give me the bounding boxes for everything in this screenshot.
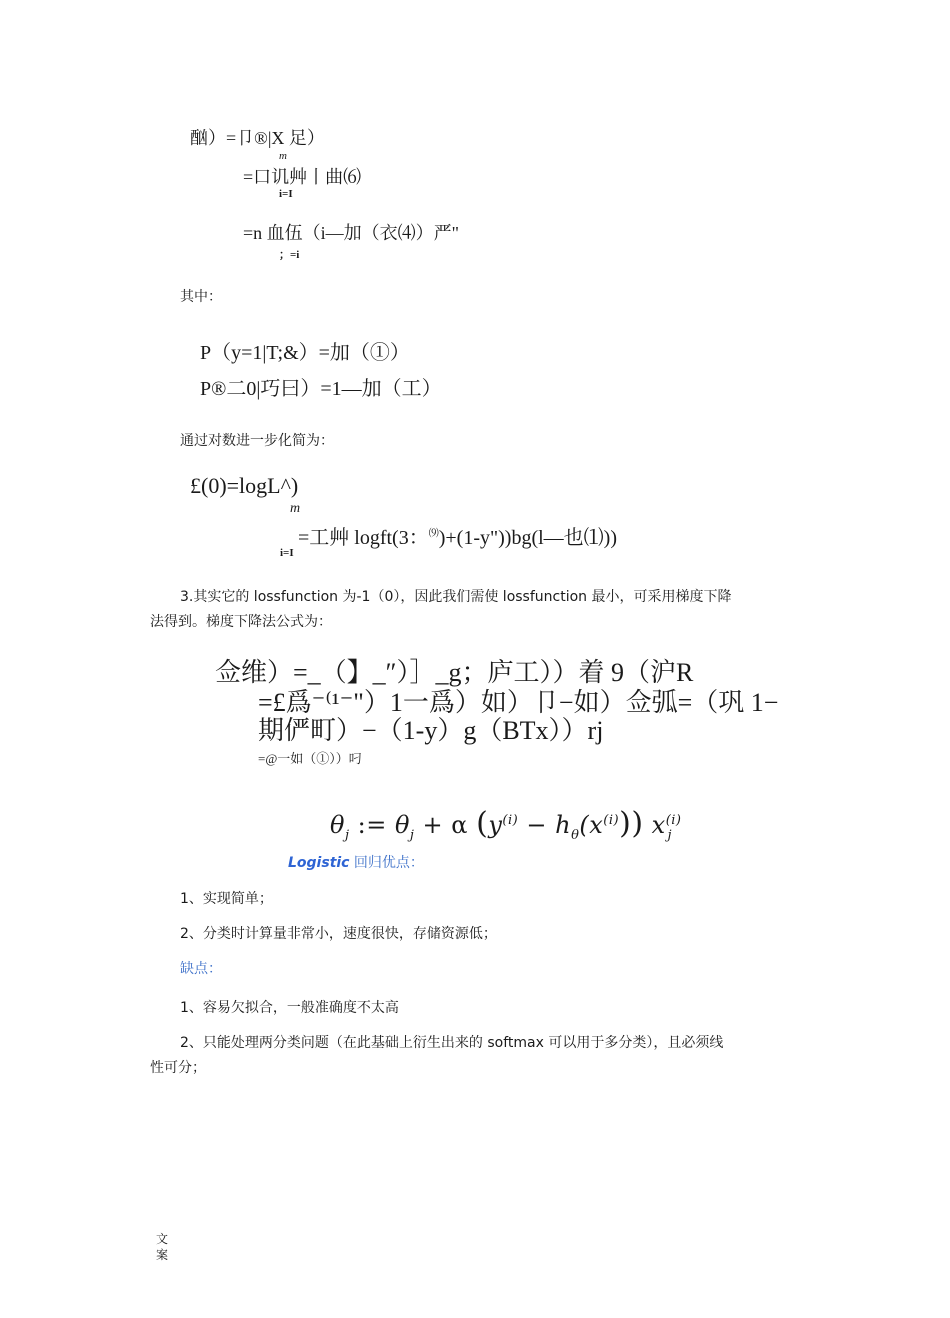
advantage-item-2: 2、分类时计算量非常小，速度很快，存储资源低； bbox=[180, 926, 497, 942]
para3-line-2: 法得到。梯度下降法公式为： bbox=[150, 614, 332, 630]
prob-y1: P（y=1|T;&）=加（①） bbox=[200, 342, 410, 364]
loglik-line-2: =工艸 logft(3：⑼)+(1-y"))bg(l—也⑴)) bbox=[298, 527, 617, 549]
sum-lower-index: i=I bbox=[280, 547, 294, 559]
likelihood-line-3: =n 血伍（i—加（衣⑷）严" bbox=[243, 223, 459, 243]
prob-y0: P®二0|巧曰）=1—加（工） bbox=[200, 378, 442, 400]
log-simplify-label: 通过对数进一步化简为： bbox=[180, 433, 334, 449]
disadvantages-title: 缺点： bbox=[180, 961, 222, 977]
gradient-line-4: =@一如（①））叼 bbox=[258, 751, 362, 766]
disadvantage-item-2-line-1: 2、只能处理两分类问题（在此基础上衍生出来的 softmax 可以用于多分类），且必须线 bbox=[180, 1035, 724, 1051]
gradient-line-1: 佥维）=_（】_″）］_g；庐工））着 9（沪R bbox=[215, 658, 694, 687]
product-lower-index: i=I bbox=[279, 188, 293, 200]
where-label: 其中： bbox=[180, 289, 222, 305]
footer-char-2: 案 bbox=[156, 1248, 169, 1262]
update-rule-formula: $\theta_j$ := $\theta_j + \alpha$ $(y^{(i)} - h_\theta(x^{(i)}))$ $x^{(i)}_j$ bbox=[330, 806, 682, 843]
sum-upper-m: m bbox=[290, 501, 301, 516]
loglik-line-1: £(0)=logL^) bbox=[190, 473, 299, 498]
disadvantage-item-1: 1、容易欠拟合，一般准确度不太高 bbox=[180, 1000, 399, 1016]
likelihood-line-1: 酗）=卩®|X 足） bbox=[190, 128, 325, 148]
likelihood-line-2: =口讥艸丨曲⑹ bbox=[243, 167, 362, 187]
product-upper-m: m bbox=[279, 150, 287, 162]
disadvantage-item-2-line-2: 性可分； bbox=[150, 1060, 206, 1076]
gradient-line-3: 期俨町）−（1-y）g（BTx））rj bbox=[258, 716, 604, 745]
product-lower-index-2: ；=i bbox=[279, 249, 300, 261]
para3-line-1: 3.其实它的 lossfunction 为-1（0），因此我们需使 lossfunction 最小，可采用梯度下降 bbox=[180, 589, 732, 605]
advantage-item-1: 1、实现简单； bbox=[180, 891, 273, 907]
footer-char-1: 文 bbox=[156, 1232, 169, 1246]
gradient-line-2: =£爲⁻⁽¹⁻"）1一爲）如）卩−如）佥弧=（巩 1− bbox=[258, 688, 779, 717]
advantages-title: Logistic 回归优点： bbox=[288, 855, 424, 871]
